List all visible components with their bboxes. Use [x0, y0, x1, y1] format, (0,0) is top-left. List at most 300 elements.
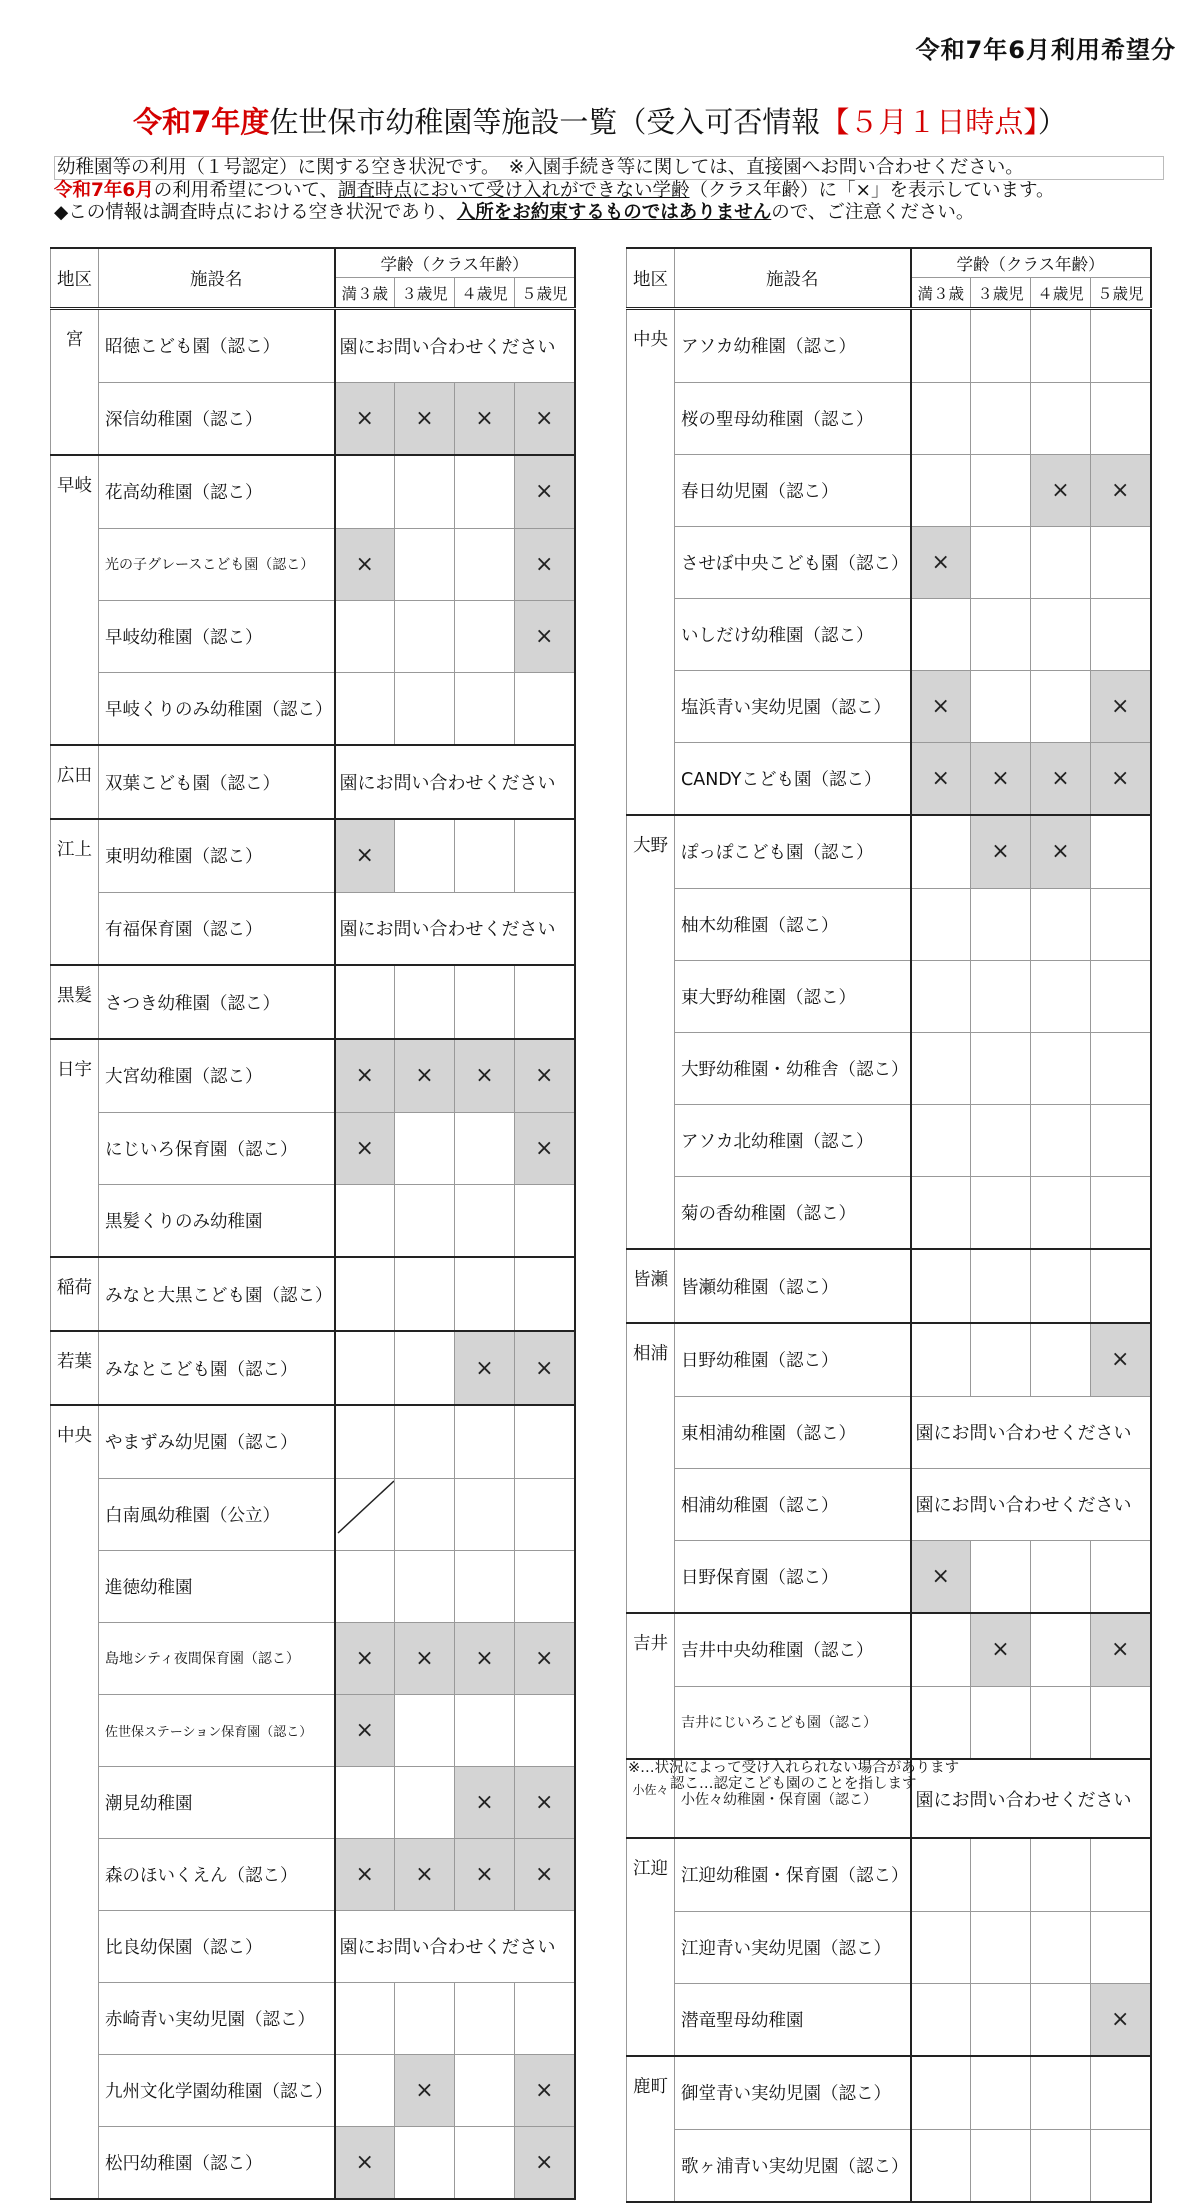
area-cell: 相浦: [627, 1323, 675, 1396]
available-cell: [395, 1550, 455, 1622]
available-cell: [455, 1257, 515, 1331]
area-cell: 日宇: [51, 1039, 99, 1112]
unavailable-mark: ×: [515, 600, 575, 672]
facility-name: アソカ幼稚園（認こ）: [675, 309, 911, 383]
facility-name: 御堂青い実幼児園（認こ）: [675, 2056, 911, 2129]
available-cell: [515, 672, 575, 745]
area-cell: [627, 1911, 675, 1983]
area-cell: [51, 1766, 99, 1838]
facility-row: [627, 382, 1151, 454]
area-cell: [51, 672, 99, 745]
facility-name: 東相浦幼稚園（認こ）: [675, 1396, 911, 1468]
notes-line-3-underlined: 入所をお約束するものではありません: [456, 202, 772, 223]
facility-row: [51, 1112, 575, 1184]
area-cell: [627, 888, 675, 960]
area-cell: [51, 528, 99, 600]
available-cell: [911, 1838, 971, 1911]
area-cell: [627, 598, 675, 670]
facility-row: [627, 1911, 1151, 1983]
available-cell: [335, 672, 395, 745]
area-cell: [627, 454, 675, 526]
area-cell: [51, 2054, 99, 2126]
unavailable-mark: ×: [1091, 670, 1151, 742]
area-cell: [51, 1112, 99, 1184]
inquire-note: 園にお問い合わせください: [911, 1468, 1151, 1540]
facility-row: [627, 1838, 1151, 1911]
facility-name: 島地シティ夜間保育園（認こ）: [99, 1622, 335, 1694]
available-cell: [335, 1257, 395, 1331]
facility-name: 花高幼稚園（認こ）: [99, 455, 335, 528]
facility-row: [627, 815, 1151, 888]
available-cell: [911, 1323, 971, 1396]
available-cell: [911, 2129, 971, 2202]
facility-row: [51, 600, 575, 672]
available-cell: [335, 1766, 395, 1838]
facility-row: [627, 1249, 1151, 1323]
facility-name: アソカ北幼稚園（認こ）: [675, 1104, 911, 1176]
facility-row: [627, 454, 1151, 526]
facility-name: 有福保育園（認こ）: [99, 892, 335, 965]
inquire-note: 園にお問い合わせください: [335, 745, 575, 819]
inquire-note: 園にお問い合わせください: [911, 1396, 1151, 1468]
unavailable-mark: ×: [1091, 1613, 1151, 1686]
facility-name: みなと大黒こども園（認こ）: [99, 1257, 335, 1331]
area-cell: 早岐: [51, 455, 99, 528]
unavailable-mark: ×: [335, 528, 395, 600]
area-cell: 宮: [51, 309, 99, 383]
facility-row: [627, 670, 1151, 742]
unavailable-mark: ×: [515, 1112, 575, 1184]
unavailable-mark: ×: [1091, 742, 1151, 815]
header-age-1: 満３歳: [911, 278, 971, 309]
available-cell: [1091, 309, 1151, 383]
facility-name: 佐世保ステーション保育園（認こ）: [99, 1694, 335, 1766]
available-cell: [515, 1478, 575, 1550]
facility-row: [627, 1104, 1151, 1176]
available-cell: [395, 965, 455, 1039]
notes-line-2-underlined: 調査時点において受け入れができない学齢: [338, 180, 690, 201]
facility-row: [51, 745, 575, 819]
unavailable-mark: ×: [515, 2126, 575, 2199]
available-cell: [395, 672, 455, 745]
facility-row: [627, 598, 1151, 670]
available-cell: [1031, 1032, 1091, 1104]
area-cell: 小佐々: [627, 1759, 675, 1838]
area-cell: [51, 1622, 99, 1694]
available-cell: [1091, 1911, 1151, 1983]
area-cell: [627, 1686, 675, 1759]
facility-name: 相浦幼稚園（認こ）: [675, 1468, 911, 1540]
unavailable-mark: ×: [335, 1694, 395, 1766]
facility-row: [51, 892, 575, 965]
available-cell: [971, 888, 1031, 960]
area-cell: 江上: [51, 819, 99, 892]
notes-line-2-month: 令和7年6月: [54, 180, 154, 201]
unavailable-mark: ×: [395, 1622, 455, 1694]
available-cell: [971, 309, 1031, 383]
available-cell: [1091, 382, 1151, 454]
facility-name: 赤崎青い実幼児園（認こ）: [99, 1982, 335, 2054]
area-cell: [627, 1396, 675, 1468]
facility-row: [627, 1613, 1151, 1686]
available-cell: [971, 1911, 1031, 1983]
facility-row: [51, 1766, 575, 1838]
area-cell: 広田: [51, 745, 99, 819]
header-age-group: 学齢（クラス年齢）: [911, 248, 1151, 278]
available-cell: [911, 2056, 971, 2129]
notes-block: [54, 156, 1164, 224]
header-facility-name: 施設名: [99, 248, 335, 309]
available-cell: [1031, 670, 1091, 742]
facility-name: 吉井中央幼稚園（認こ）: [675, 1613, 911, 1686]
available-cell: [515, 1550, 575, 1622]
available-cell: [1031, 1104, 1091, 1176]
available-cell: [395, 1331, 455, 1405]
facility-name: 大宮幼稚園（認こ）: [99, 1039, 335, 1112]
facility-name: さつき幼稚園（認こ）: [99, 965, 335, 1039]
facility-name: CANDYこども園（認こ）: [675, 742, 911, 815]
area-cell: 江迎: [627, 1838, 675, 1911]
facility-row: [51, 309, 575, 383]
facility-row: [51, 1982, 575, 2054]
available-cell: [911, 1032, 971, 1104]
facility-row: [51, 965, 575, 1039]
facility-name: 潜竜聖母幼稚園: [675, 1983, 911, 2056]
area-cell: [627, 1468, 675, 1540]
facility-name: 歌ヶ浦青い実幼児園（認こ）: [675, 2129, 911, 2202]
unavailable-mark: ×: [515, 1838, 575, 1910]
available-cell: [911, 454, 971, 526]
available-cell: [335, 1550, 395, 1622]
facility-name: 江迎青い実幼児園（認こ）: [675, 1911, 911, 1983]
facility-row: [627, 309, 1151, 383]
notes-line-1: 幼稚園等の利用（１号認定）に関する空き状況です。 ※入園手続き等に関しては、直接園へお問い合わせください。: [54, 156, 1164, 180]
facility-name: 皆瀬幼稚園（認こ）: [675, 1249, 911, 1323]
available-cell: [911, 1249, 971, 1323]
header-age-3: ４歳児: [1031, 278, 1091, 309]
facility-row: [51, 1622, 575, 1694]
available-cell: [1091, 1838, 1151, 1911]
facility-name: みなとこども園（認こ）: [99, 1331, 335, 1405]
unavailable-mark: ×: [515, 382, 575, 455]
facility-row: [51, 528, 575, 600]
available-cell: [1031, 2056, 1091, 2129]
available-cell: [971, 1540, 1031, 1613]
available-cell: [455, 600, 515, 672]
available-cell: [971, 670, 1031, 742]
unavailable-mark: ×: [455, 1331, 515, 1405]
facility-row: [627, 1983, 1151, 2056]
available-cell: [1091, 1686, 1151, 1759]
unavailable-mark: ×: [335, 1039, 395, 1112]
unavailable-mark: ×: [335, 2126, 395, 2199]
area-cell: 中央: [627, 309, 675, 383]
available-cell: [335, 1982, 395, 2054]
facility-name: いしだけ幼稚園（認こ）: [675, 598, 911, 670]
available-cell: [455, 528, 515, 600]
area-cell: [627, 526, 675, 598]
facility-row: [51, 672, 575, 745]
header-area: 地区: [51, 248, 99, 309]
available-cell: [911, 598, 971, 670]
available-cell: [455, 1184, 515, 1257]
available-cell: [911, 815, 971, 888]
facility-row: [51, 1405, 575, 1478]
facility-name: 早岐幼稚園（認こ）: [99, 600, 335, 672]
facility-name: 潮見幼稚園: [99, 1766, 335, 1838]
available-cell: [395, 1478, 455, 1550]
available-cell: [1091, 598, 1151, 670]
available-cell: [971, 1249, 1031, 1323]
facility-name: 東大野幼稚園（認こ）: [675, 960, 911, 1032]
facility-name: 深信幼稚園（認こ）: [99, 382, 335, 455]
available-cell: [1031, 1540, 1091, 1613]
area-cell: [627, 1983, 675, 2056]
facility-row: [627, 2056, 1151, 2129]
facility-row: [51, 1478, 575, 1550]
facility-row: [51, 819, 575, 892]
area-cell: [51, 1910, 99, 1982]
available-cell: [1031, 2129, 1091, 2202]
unavailable-mark: ×: [1031, 742, 1091, 815]
header-age-4: ５歳児: [515, 278, 575, 309]
area-cell: [627, 1176, 675, 1249]
available-cell: [1031, 1983, 1091, 2056]
unavailable-mark: ×: [455, 1039, 515, 1112]
available-cell: [971, 1176, 1031, 1249]
available-cell: [911, 960, 971, 1032]
available-cell: [971, 526, 1031, 598]
area-cell: 皆瀬: [627, 1249, 675, 1323]
facility-name: ぽっぽこども園（認こ）: [675, 815, 911, 888]
available-cell: [455, 965, 515, 1039]
available-cell: [335, 1405, 395, 1478]
facility-row: [51, 1550, 575, 1622]
area-cell: [51, 1184, 99, 1257]
available-cell: [1031, 1249, 1091, 1323]
available-cell: [335, 965, 395, 1039]
facility-row: [627, 1032, 1151, 1104]
unavailable-mark: ×: [395, 382, 455, 455]
unavailable-mark: ×: [455, 382, 515, 455]
header-age-1: 満３歳: [335, 278, 395, 309]
facility-row: [627, 1686, 1151, 1759]
facility-name: 大野幼稚園・幼稚舎（認こ）: [675, 1032, 911, 1104]
available-cell: [335, 1184, 395, 1257]
available-cell: [911, 309, 971, 383]
available-cell: [395, 1257, 455, 1331]
facility-name: 早岐くりのみ幼稚園（認こ）: [99, 672, 335, 745]
area-cell: [51, 1838, 99, 1910]
facility-name: させぼ中央こども園（認こ）: [675, 526, 911, 598]
area-cell: 黒髪: [51, 965, 99, 1039]
area-cell: [627, 1032, 675, 1104]
unavailable-mark: ×: [515, 528, 575, 600]
footnote: [628, 1760, 959, 1792]
facility-name: 松円幼稚園（認こ）: [99, 2126, 335, 2199]
unavailable-mark: ×: [455, 1766, 515, 1838]
facility-name: 光の子グレースこども園（認こ）: [99, 528, 335, 600]
available-cell: [1091, 526, 1151, 598]
available-cell: [395, 1184, 455, 1257]
facility-name: 菊の香幼稚園（認こ）: [675, 1176, 911, 1249]
facility-row: [51, 1257, 575, 1331]
area-cell: [51, 1982, 99, 2054]
unavailable-mark: ×: [971, 742, 1031, 815]
available-cell: [335, 455, 395, 528]
available-cell: [911, 1104, 971, 1176]
area-cell: [627, 960, 675, 1032]
available-cell: [911, 1613, 971, 1686]
facility-name: 進徳幼稚園: [99, 1550, 335, 1622]
available-cell: [971, 1032, 1031, 1104]
area-cell: [627, 2129, 675, 2202]
available-cell: [971, 598, 1031, 670]
available-cell: [1091, 1032, 1151, 1104]
available-cell: [1091, 2129, 1151, 2202]
facility-name: 九州文化学園幼稚園（認こ）: [99, 2054, 335, 2126]
inquire-note: 園にお問い合わせください: [335, 892, 575, 965]
notes-line-2: [54, 180, 1164, 202]
available-cell: [1091, 1249, 1151, 1323]
area-cell: [51, 1478, 99, 1550]
unavailable-mark: ×: [971, 815, 1031, 888]
area-cell: 中央: [51, 1405, 99, 1478]
available-cell: [515, 1405, 575, 1478]
area-cell: [51, 892, 99, 965]
available-cell: [455, 1478, 515, 1550]
available-cell: [1031, 382, 1091, 454]
available-cell: [455, 1694, 515, 1766]
header-age-2: ３歳児: [971, 278, 1031, 309]
facility-row: [51, 1039, 575, 1112]
area-cell: [51, 600, 99, 672]
facility-name: 比良幼保園（認こ）: [99, 1910, 335, 1982]
available-cell: [395, 2126, 455, 2199]
facility-row: [51, 2126, 575, 2199]
available-cell: [971, 960, 1031, 1032]
unavailable-mark: ×: [335, 1838, 395, 1910]
facility-name: 森のほいくえん（認こ）: [99, 1838, 335, 1910]
available-cell: [515, 1184, 575, 1257]
available-cell: [911, 1983, 971, 2056]
area-cell: 鹿町: [627, 2056, 675, 2129]
available-cell: [395, 455, 455, 528]
area-cell: 若葉: [51, 1331, 99, 1405]
available-cell: [395, 819, 455, 892]
facility-row: [627, 1396, 1151, 1468]
facility-name: やまずみ幼児園（認こ）: [99, 1405, 335, 1478]
available-cell: [1091, 815, 1151, 888]
header-age-3: ４歳児: [455, 278, 515, 309]
available-cell: [395, 600, 455, 672]
footnote-line-2: 認こ…認定こども園のことを指します: [670, 1776, 917, 1792]
available-cell: [395, 528, 455, 600]
available-cell: [1091, 1540, 1151, 1613]
notes-line-3-a: ◆この情報は調査時点における空き状況であり、: [54, 202, 457, 223]
available-cell: [455, 1405, 515, 1478]
notes-line-2-b: （クラス年齢）に「×」を表示しています。: [689, 180, 1055, 201]
available-cell: [1091, 960, 1151, 1032]
available-cell: [1031, 1176, 1091, 1249]
available-cell: [335, 2054, 395, 2126]
available-cell: [1091, 888, 1151, 960]
header-facility-name: 施設名: [675, 248, 911, 309]
notes-line-3-b: ので、ご注意ください。: [771, 202, 975, 223]
facility-table-right: [626, 247, 1152, 2203]
available-cell: [395, 1405, 455, 1478]
unavailable-mark: ×: [335, 1622, 395, 1694]
facility-name: 双葉こども園（認こ）: [99, 745, 335, 819]
title-end: ）: [1037, 105, 1067, 139]
facility-row: [627, 1540, 1151, 1613]
unavailable-mark: ×: [515, 1039, 575, 1112]
available-cell: [395, 1112, 455, 1184]
facility-row: [627, 742, 1151, 815]
facility-name: 吉井にじいろこども園（認こ）: [675, 1686, 911, 1759]
area-cell: [627, 1104, 675, 1176]
available-cell: [515, 965, 575, 1039]
available-cell: [1091, 2056, 1151, 2129]
facility-row: [51, 1838, 575, 1910]
available-cell: [455, 672, 515, 745]
available-cell: [455, 819, 515, 892]
available-cell: [455, 2054, 515, 2126]
facility-row: [627, 960, 1151, 1032]
header-area: 地区: [627, 248, 675, 309]
unavailable-mark: ×: [455, 1838, 515, 1910]
available-cell: [1031, 1323, 1091, 1396]
available-cell: [335, 600, 395, 672]
facility-name: 東明幼稚園（認こ）: [99, 819, 335, 892]
available-cell: [971, 1104, 1031, 1176]
available-cell: [971, 1838, 1031, 1911]
available-cell: [1031, 1613, 1091, 1686]
facility-row: [627, 1176, 1151, 1249]
area-cell: 吉井: [627, 1613, 675, 1686]
facility-name: 日野保育園（認こ）: [675, 1540, 911, 1613]
footnote-line-1: ※…状況によって受け入れられない場合があります: [628, 1760, 960, 1776]
available-cell: [1031, 526, 1091, 598]
available-cell: [971, 382, 1031, 454]
available-cell: [911, 888, 971, 960]
facility-row: [51, 455, 575, 528]
unavailable-mark: ×: [911, 670, 971, 742]
available-cell: [971, 2056, 1031, 2129]
facility-name: 昭徳こども園（認こ）: [99, 309, 335, 383]
available-cell: [971, 1983, 1031, 2056]
facility-name: 江迎幼稚園・保育園（認こ）: [675, 1838, 911, 1911]
facility-row: [627, 2129, 1151, 2202]
available-cell: [1091, 1176, 1151, 1249]
area-cell: [51, 2126, 99, 2199]
title-date: 【５月１日時点】: [820, 105, 1038, 139]
available-cell: [515, 1694, 575, 1766]
area-cell: [627, 670, 675, 742]
unavailable-mark: ×: [1091, 1983, 1151, 2056]
available-cell: [455, 1550, 515, 1622]
area-cell: 大野: [627, 815, 675, 888]
available-cell: [971, 2129, 1031, 2202]
available-cell: [455, 2126, 515, 2199]
unavailable-mark: ×: [1091, 1323, 1151, 1396]
unavailable-mark: ×: [911, 526, 971, 598]
notes-line-2-a: の利用希望について、: [153, 180, 339, 201]
unavailable-mark: ×: [911, 1540, 971, 1613]
inquire-note: 園にお問い合わせください: [335, 309, 575, 383]
available-cell: [1031, 1686, 1091, 1759]
unavailable-mark: ×: [515, 455, 575, 528]
